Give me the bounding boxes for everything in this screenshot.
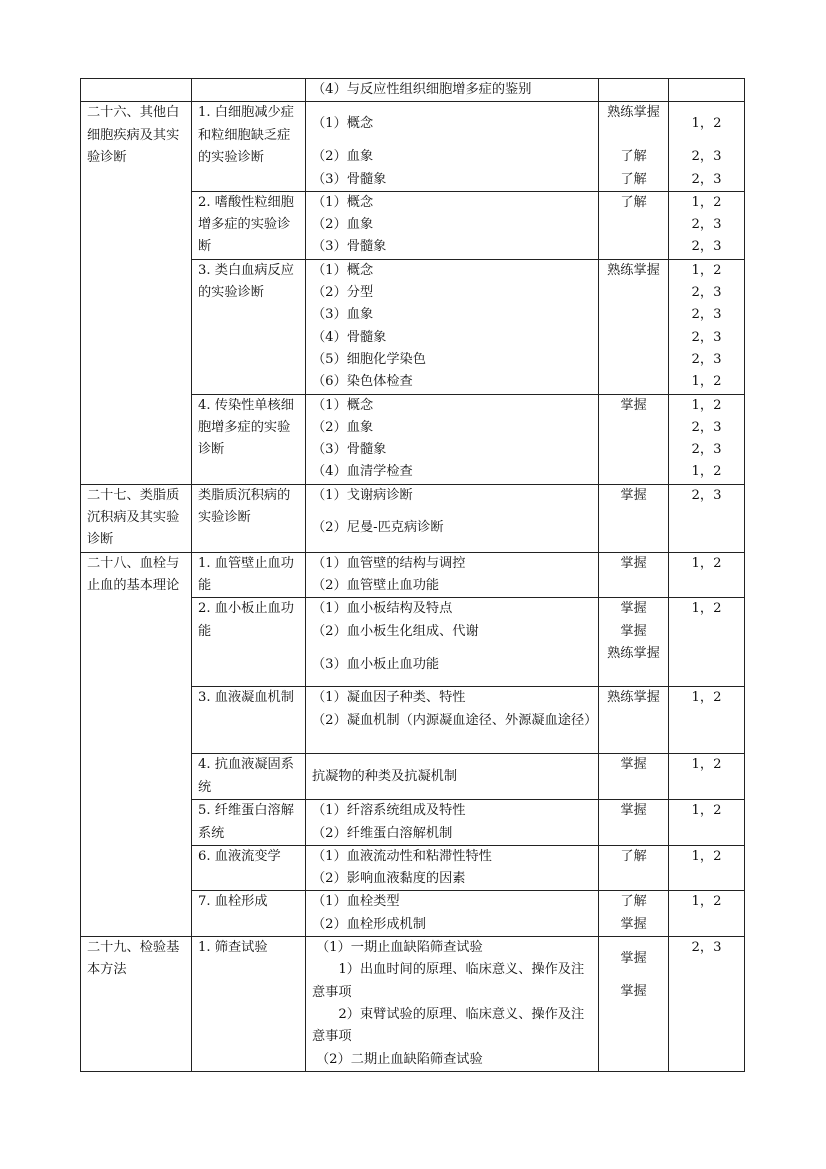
element-cell (192, 79, 306, 102)
item-text: （4）骨髓象 (312, 329, 387, 345)
item-text: （2）血象 (312, 149, 374, 165)
item-text: （4）血清学检查 (312, 464, 413, 480)
element-cell (192, 891, 306, 937)
requirement-cell (599, 598, 669, 687)
level-cell (669, 891, 745, 937)
level-text: 1，2 (691, 397, 722, 413)
requirement-text: 了解 (620, 848, 647, 864)
requirement-cell (599, 79, 669, 102)
level-cell (669, 394, 745, 484)
element-cell (192, 800, 306, 846)
requirement-text: 掌握 (620, 623, 647, 639)
item-text: （1）概念 (312, 397, 374, 413)
table-row (81, 484, 745, 552)
item-text: （3）血象 (312, 307, 374, 323)
level-text: 2，3 (691, 442, 722, 458)
requirement-text: 掌握 (620, 601, 647, 617)
element-title: 2. 血小板止血功能 (198, 601, 294, 639)
element-cell (192, 687, 306, 754)
level-text: 1，2 (691, 757, 722, 773)
requirement-text: 掌握 (620, 397, 647, 413)
unit-cell (81, 484, 192, 552)
item-cell (306, 598, 599, 687)
element-title: 1. 白细胞减少症和粒细胞缺乏症的实验诊断 (198, 105, 294, 165)
item-cell (306, 552, 599, 598)
requirement-cell (599, 845, 669, 891)
item-text: 1）出血时间的原理、临床意义、操作及注意事项 (312, 962, 585, 1000)
requirement-text: 掌握 (620, 555, 647, 571)
level-text: 2，3 (691, 329, 722, 345)
requirement-text: 了解 (620, 171, 647, 187)
item-text: 2）束臂试验的原理、临床意义、操作及注意事项 (312, 1006, 585, 1045)
element-title: 5. 纤维蛋白溶解系统 (198, 803, 294, 841)
level-cell (669, 484, 745, 552)
item-text: （1）凝血因子种类、特性 (312, 690, 466, 706)
level-text: 1，2 (691, 803, 722, 819)
item-text: （1）血管壁的结构与调控 (312, 555, 466, 571)
level-cell (669, 800, 745, 846)
unit-cell (81, 102, 192, 484)
item-text: （1）概念 (312, 262, 374, 278)
item-cell (306, 754, 599, 800)
level-text: 2，3 (691, 351, 722, 367)
element-title: 3. 类白血病反应的实验诊断 (198, 262, 294, 301)
item-text: （5）细胞化学染色 (312, 351, 426, 367)
element-cell (192, 754, 306, 800)
item-text: （2）血栓形成机制 (312, 916, 426, 932)
syllabus-table (80, 78, 745, 1072)
requirement-text: 熟练掌握 (607, 105, 660, 121)
requirement-text: 掌握 (620, 803, 647, 819)
requirement-cell (599, 552, 669, 598)
item-text: （2）分型 (312, 285, 374, 301)
requirement-cell (599, 102, 669, 192)
item-text: （2）二期止血缺陷筛查试验 (316, 1051, 483, 1067)
item-text: （1）概念 (312, 116, 374, 132)
item-text: （3）骨髓象 (312, 239, 387, 255)
item-cell (306, 891, 599, 937)
requirement-cell (599, 687, 669, 754)
level-text: 1，2 (691, 262, 722, 278)
level-cell (669, 687, 745, 754)
requirement-text: 掌握 (620, 487, 647, 503)
level-text: 2，3 (691, 217, 722, 233)
level-text: 2，3 (691, 940, 722, 956)
requirement-cell (599, 800, 669, 846)
unit-cell (81, 937, 192, 1072)
element-title: 类脂质沉积病的实验诊断 (198, 487, 291, 526)
item-text: （1）一期止血缺陷筛查试验 (316, 940, 483, 956)
element-title: 4. 抗血液凝固系统 (198, 757, 294, 795)
level-text: 1，2 (691, 374, 722, 390)
item-text: （2）影响血液黏度的因素 (312, 871, 466, 887)
item-text: 抗凝物的种类及抗凝机制 (312, 768, 458, 784)
element-title: 3. 血液凝血机制 (198, 690, 294, 706)
element-cell (192, 102, 306, 192)
level-text: 2，3 (691, 285, 722, 301)
level-cell (669, 937, 745, 1072)
requirement-text: 掌握 (620, 984, 647, 1000)
item-cell (306, 800, 599, 846)
level-text: 2，3 (691, 239, 722, 255)
element-title: 4. 传染性单核细胞增多症的实验诊断 (198, 397, 294, 458)
level-text: 1，2 (691, 555, 722, 571)
item-text: （2）血象 (312, 419, 374, 435)
requirement-cell (599, 484, 669, 552)
table-row (81, 552, 745, 598)
item-text: （3）骨髓象 (312, 442, 387, 458)
element-title: 6. 血液流变学 (198, 848, 281, 864)
requirement-cell (599, 891, 669, 937)
level-cell (669, 191, 745, 259)
unit-cell (81, 79, 192, 102)
table-row (81, 102, 745, 192)
requirement-cell (599, 191, 669, 259)
level-text: 2，3 (691, 307, 722, 323)
level-text: 1，2 (691, 690, 722, 706)
item-text: （2）凝血机制（内源凝血途径、外源凝血途径） (312, 712, 598, 728)
element-cell (192, 259, 306, 394)
item-text: （1）血液流动性和粘滞性特性 (312, 848, 492, 864)
level-text: 1，2 (691, 194, 722, 210)
requirement-text: 掌握 (620, 951, 647, 967)
requirement-text: 了解 (620, 194, 647, 210)
item-cell (306, 484, 599, 552)
item-cell (306, 937, 599, 1072)
level-text: 1，2 (691, 116, 722, 132)
element-cell (192, 191, 306, 259)
level-text: 1，2 (691, 601, 722, 617)
item-cell (306, 687, 599, 754)
element-cell (192, 484, 306, 552)
item-text: （6）染色体检查 (312, 374, 413, 390)
level-text: 2，3 (691, 149, 722, 165)
item-cell (306, 79, 599, 102)
element-cell (192, 394, 306, 484)
item-text: （4）与反应性组织细胞增多症的鉴别 (312, 82, 532, 97)
requirement-cell (599, 259, 669, 394)
level-text: 1，2 (691, 464, 722, 480)
item-cell (306, 191, 599, 259)
level-text: 1，2 (691, 894, 722, 910)
requirement-cell (599, 937, 669, 1072)
requirement-text: 掌握 (620, 757, 647, 773)
item-text: （2）尼曼-匹克病诊断 (312, 519, 444, 535)
unit-title: 二十六、其他白细胞疾病及其实验诊断 (87, 105, 180, 165)
level-cell (669, 754, 745, 800)
element-title: 7. 血栓形成 (198, 894, 268, 910)
table-row (81, 79, 745, 102)
level-text: 2，3 (691, 487, 722, 503)
element-title: 2. 嗜酸性粒细胞增多症的实验诊断 (198, 194, 294, 255)
unit-title: 二十八、血栓与止血的基本理论 (87, 555, 180, 593)
level-cell (669, 552, 745, 598)
item-cell (306, 845, 599, 891)
requirement-text: 了解 (620, 149, 647, 165)
item-cell (306, 259, 599, 394)
item-text: （2）血管壁止血功能 (312, 577, 440, 593)
item-cell (306, 394, 599, 484)
requirement-text: 熟练掌握 (607, 690, 660, 706)
level-cell (669, 598, 745, 687)
item-text: （1）血小板结构及特点 (312, 601, 453, 617)
element-title: 1. 筛查试验 (198, 940, 268, 956)
level-cell (669, 845, 745, 891)
item-text: （2）纤维蛋白溶解机制 (312, 825, 453, 841)
element-cell (192, 598, 306, 687)
requirement-text: 了解 (620, 894, 647, 910)
requirement-cell (599, 394, 669, 484)
item-text: （2）血小板生化组成、代谢 (312, 623, 479, 639)
item-text: （3）血小板止血功能 (312, 656, 440, 672)
level-text: 2，3 (691, 171, 722, 187)
requirement-text: 掌握 (620, 916, 647, 932)
item-cell (306, 102, 599, 192)
level-text: 2，3 (691, 419, 722, 435)
item-text: （3）骨髓象 (312, 171, 387, 187)
requirement-text: 熟练掌握 (607, 645, 660, 661)
item-text: （1）概念 (312, 194, 374, 210)
unit-title: 二十九、检验基本方法 (87, 940, 180, 978)
level-text: 1，2 (691, 848, 722, 864)
table-row (81, 937, 745, 1072)
element-cell (192, 845, 306, 891)
item-text: （1）血栓类型 (312, 894, 400, 910)
unit-title: 二十七、类脂质沉积病及其实验诊断 (87, 487, 180, 548)
item-text: （1）戈谢病诊断 (312, 487, 413, 503)
requirement-cell (599, 754, 669, 800)
element-cell (192, 937, 306, 1072)
requirement-text: 熟练掌握 (607, 262, 660, 278)
level-cell (669, 102, 745, 192)
level-cell (669, 79, 745, 102)
unit-cell (81, 552, 192, 936)
item-text: （1）纤溶系统组成及特性 (312, 803, 466, 819)
element-title: 1. 血管壁止血功能 (198, 555, 294, 593)
element-cell (192, 552, 306, 598)
item-text: （2）血象 (312, 217, 374, 233)
level-cell (669, 259, 745, 394)
